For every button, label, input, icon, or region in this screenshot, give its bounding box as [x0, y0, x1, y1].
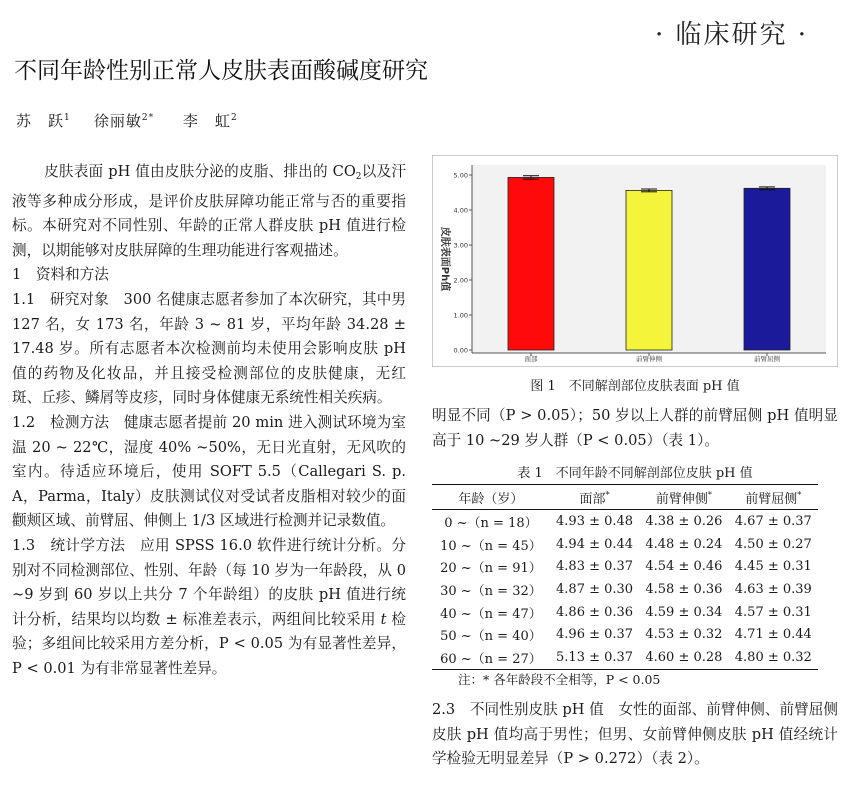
table-cell: 4.57 ± 0.31: [734, 604, 812, 620]
y-tick-label: 0.00: [453, 346, 468, 355]
section-header: · 临床研究 ·: [654, 20, 808, 50]
bar: [508, 177, 554, 350]
section-1-heading: 1 资料和方法: [12, 266, 109, 284]
table-header-cell: [729, 485, 818, 510]
table-cell: 4.94 ± 0.44: [556, 536, 634, 552]
y-tick-label: 5.00: [453, 171, 468, 180]
author-list: [16, 110, 238, 131]
table-row: [432, 578, 818, 601]
table-cell: 4.60 ± 0.28: [639, 646, 728, 669]
table-cell: 4.50 ± 0.27: [734, 536, 812, 552]
table-row: [432, 533, 818, 556]
y-tick-label: 3.00: [453, 241, 468, 250]
intro-paragraph: [12, 160, 406, 263]
header-mark: *: [707, 490, 712, 500]
table-header-cell: [550, 485, 639, 510]
y-tick-label: 1.00: [453, 311, 468, 320]
table-cell: 4.67 ± 0.37: [734, 513, 812, 529]
author-mark: 2*: [141, 113, 155, 123]
t-test-symbol: t: [380, 610, 387, 628]
author-mark: 1: [64, 113, 71, 123]
left-column: [12, 160, 406, 681]
table-cell: 0 ~（n = 18）: [444, 515, 538, 531]
table-cell: 50 ~（n = 40）: [440, 629, 542, 645]
section-1-3-text-a: 1.3 统计学方法 应用 SPSS 16.0 软件进行统计分析。分别对不同检测部位、性别、年龄（每 10 岁为一年龄段，从 0 ~9 岁到 60 岁以上共分 7 个年龄组）的皮肤 pH 值进行统计分析，结果均以均数 ± 标准差表示，两组间比较采用: [12, 536, 406, 628]
table-cell: 4.45 ± 0.31: [734, 559, 812, 575]
table-cell: 4.71 ± 0.44: [734, 627, 812, 643]
table-cell: 60 ~（n = 27）: [432, 646, 550, 669]
author-mark: 2: [230, 113, 238, 123]
figure-1: [432, 155, 838, 367]
table-row: [432, 646, 818, 669]
section-1-2-paragraph: 1.2 检测方法 健康志愿者提前 20 min 进入测试环境为室温 20 ~ 22℃，湿度 40% ~50%，无日光直射，无风吹的室内。待适应环境后，使用 SOFT 5.5（Callegari S. p. A，Parma，Italy）皮肤测试仪对受试者皮脂相对较少的面颧颊区域、前臂屈、伸侧上 1/3 区域进行检测并记录数值。: [12, 413, 406, 530]
author-name: 徐丽敏: [93, 112, 142, 130]
table-cell: 4.38 ± 0.26: [645, 513, 723, 529]
table-cell: 4.86 ± 0.36: [556, 604, 634, 620]
table-row: [432, 623, 818, 646]
table-cell: 4.53 ± 0.32: [645, 627, 723, 643]
table-title: 表 1 不同年龄不同解剖部位皮肤 pH 值: [517, 466, 753, 481]
y-tick-label: 4.00: [453, 206, 468, 215]
data-table: [432, 484, 818, 670]
table-cell: 4.96 ± 0.37: [556, 627, 634, 643]
header-label: 前臂屈侧: [745, 492, 798, 507]
article-title: 不同年龄性别正常人皮肤表面酸碱度研究: [14, 58, 428, 84]
x-tick-label: 前臂伸侧: [636, 355, 662, 363]
co2-subscript: 2: [355, 172, 362, 182]
table-header-row: [432, 485, 818, 510]
header-label: 面部: [579, 492, 606, 507]
table-cell: 4.93 ± 0.48: [556, 513, 634, 529]
header-mark: *: [605, 490, 610, 500]
table-header-cell: [639, 485, 728, 510]
x-tick-label: 前臂屈侧: [754, 355, 780, 363]
table-cell: 4.87 ± 0.30: [556, 581, 634, 597]
table-row: [432, 601, 818, 624]
table-cell: 10 ~（n = 45）: [440, 538, 542, 554]
table-cell: 4.48 ± 0.24: [645, 536, 723, 552]
table-cell: 5.13 ± 0.37: [550, 646, 639, 669]
author-name: 苏 跃: [16, 112, 65, 130]
section-1-1-paragraph: 1.1 研究对象 300 名健康志愿者参加了本次研究，其中男 127 名，女 173 名，年龄 3 ~ 81 岁，平均年龄 34.28 ± 17.48 岁。所有志愿者本次检测前均未使用会影响皮肤 pH 值的药物及化妆品，并且接受检测部位的皮肤健康，无红斑、丘疹、鳞屑等皮疹，同时身体健康无系统性相关疾病。: [12, 290, 406, 407]
table-cell: 4.59 ± 0.34: [645, 604, 723, 620]
header-mark: *: [797, 490, 802, 500]
table-cell: 4.58 ± 0.36: [645, 581, 723, 597]
right-continuation-paragraph: 明显不同（P > 0.05）；50 岁以上人群的前臂屈侧 pH 值明显高于 10 ~29 岁人群（P < 0.05）（表 1）。: [432, 407, 838, 449]
y-tick-label: 2.00: [453, 276, 468, 285]
intro-text-a: 皮肤表面 pH 值由皮肤分泌的皮脂、排出的 CO: [44, 163, 356, 180]
author-name: 李 虹: [182, 112, 231, 130]
bar-chart: [432, 155, 838, 367]
section-1-3-paragraph: [12, 534, 406, 682]
table-header-cell: 年龄（岁）: [432, 485, 550, 510]
bar: [744, 188, 790, 350]
bar: [626, 190, 672, 350]
table-cell: 20 ~（n = 91）: [440, 561, 542, 577]
intro-text-b: 以及汗液等多种成分形成，是评价皮肤屏障功能正常与否的重要指标。本研究对不同性别、年龄的正常人群皮肤 pH 值进行检测，以期能够对皮肤屏障的生理功能进行客观描述。: [12, 163, 406, 259]
table-cell: 4.63 ± 0.39: [734, 581, 812, 597]
table-cell: 4.83 ± 0.37: [556, 559, 634, 575]
table-cell: 40 ~（n = 47）: [440, 606, 542, 622]
table-note: 注：* 各年龄段不全相等，P < 0.05: [458, 672, 661, 687]
table-cell: 30 ~（n = 32）: [440, 583, 542, 599]
header-label: 前臂伸侧: [655, 492, 708, 507]
figure-caption: 图 1 不同解剖部位皮肤表面 pH 值: [530, 379, 740, 394]
table-row: [432, 510, 818, 533]
table-cell: 4.54 ± 0.46: [645, 559, 723, 575]
x-tick-label: 面部: [524, 355, 538, 363]
section-2-3-paragraph: 2.3 不同性别皮肤 pH 值 女性的面部、前臂伸侧、前臂屈侧皮肤 pH 值均高于男性；但男、女前臂伸侧皮肤 pH 值经统计学检验无明显差异（P > 0.272）（表 2）。: [432, 701, 838, 768]
table-cell: 4.80 ± 0.32: [729, 646, 818, 669]
table-row: [432, 555, 818, 578]
section-1-3-text-b: 检验；多组间比较采用方差分析，P < 0.05 为有显著性差异，P < 0.01 为有非常显著性差异。: [12, 610, 406, 677]
y-axis-label: 皮肤表面Ph值: [439, 226, 450, 292]
